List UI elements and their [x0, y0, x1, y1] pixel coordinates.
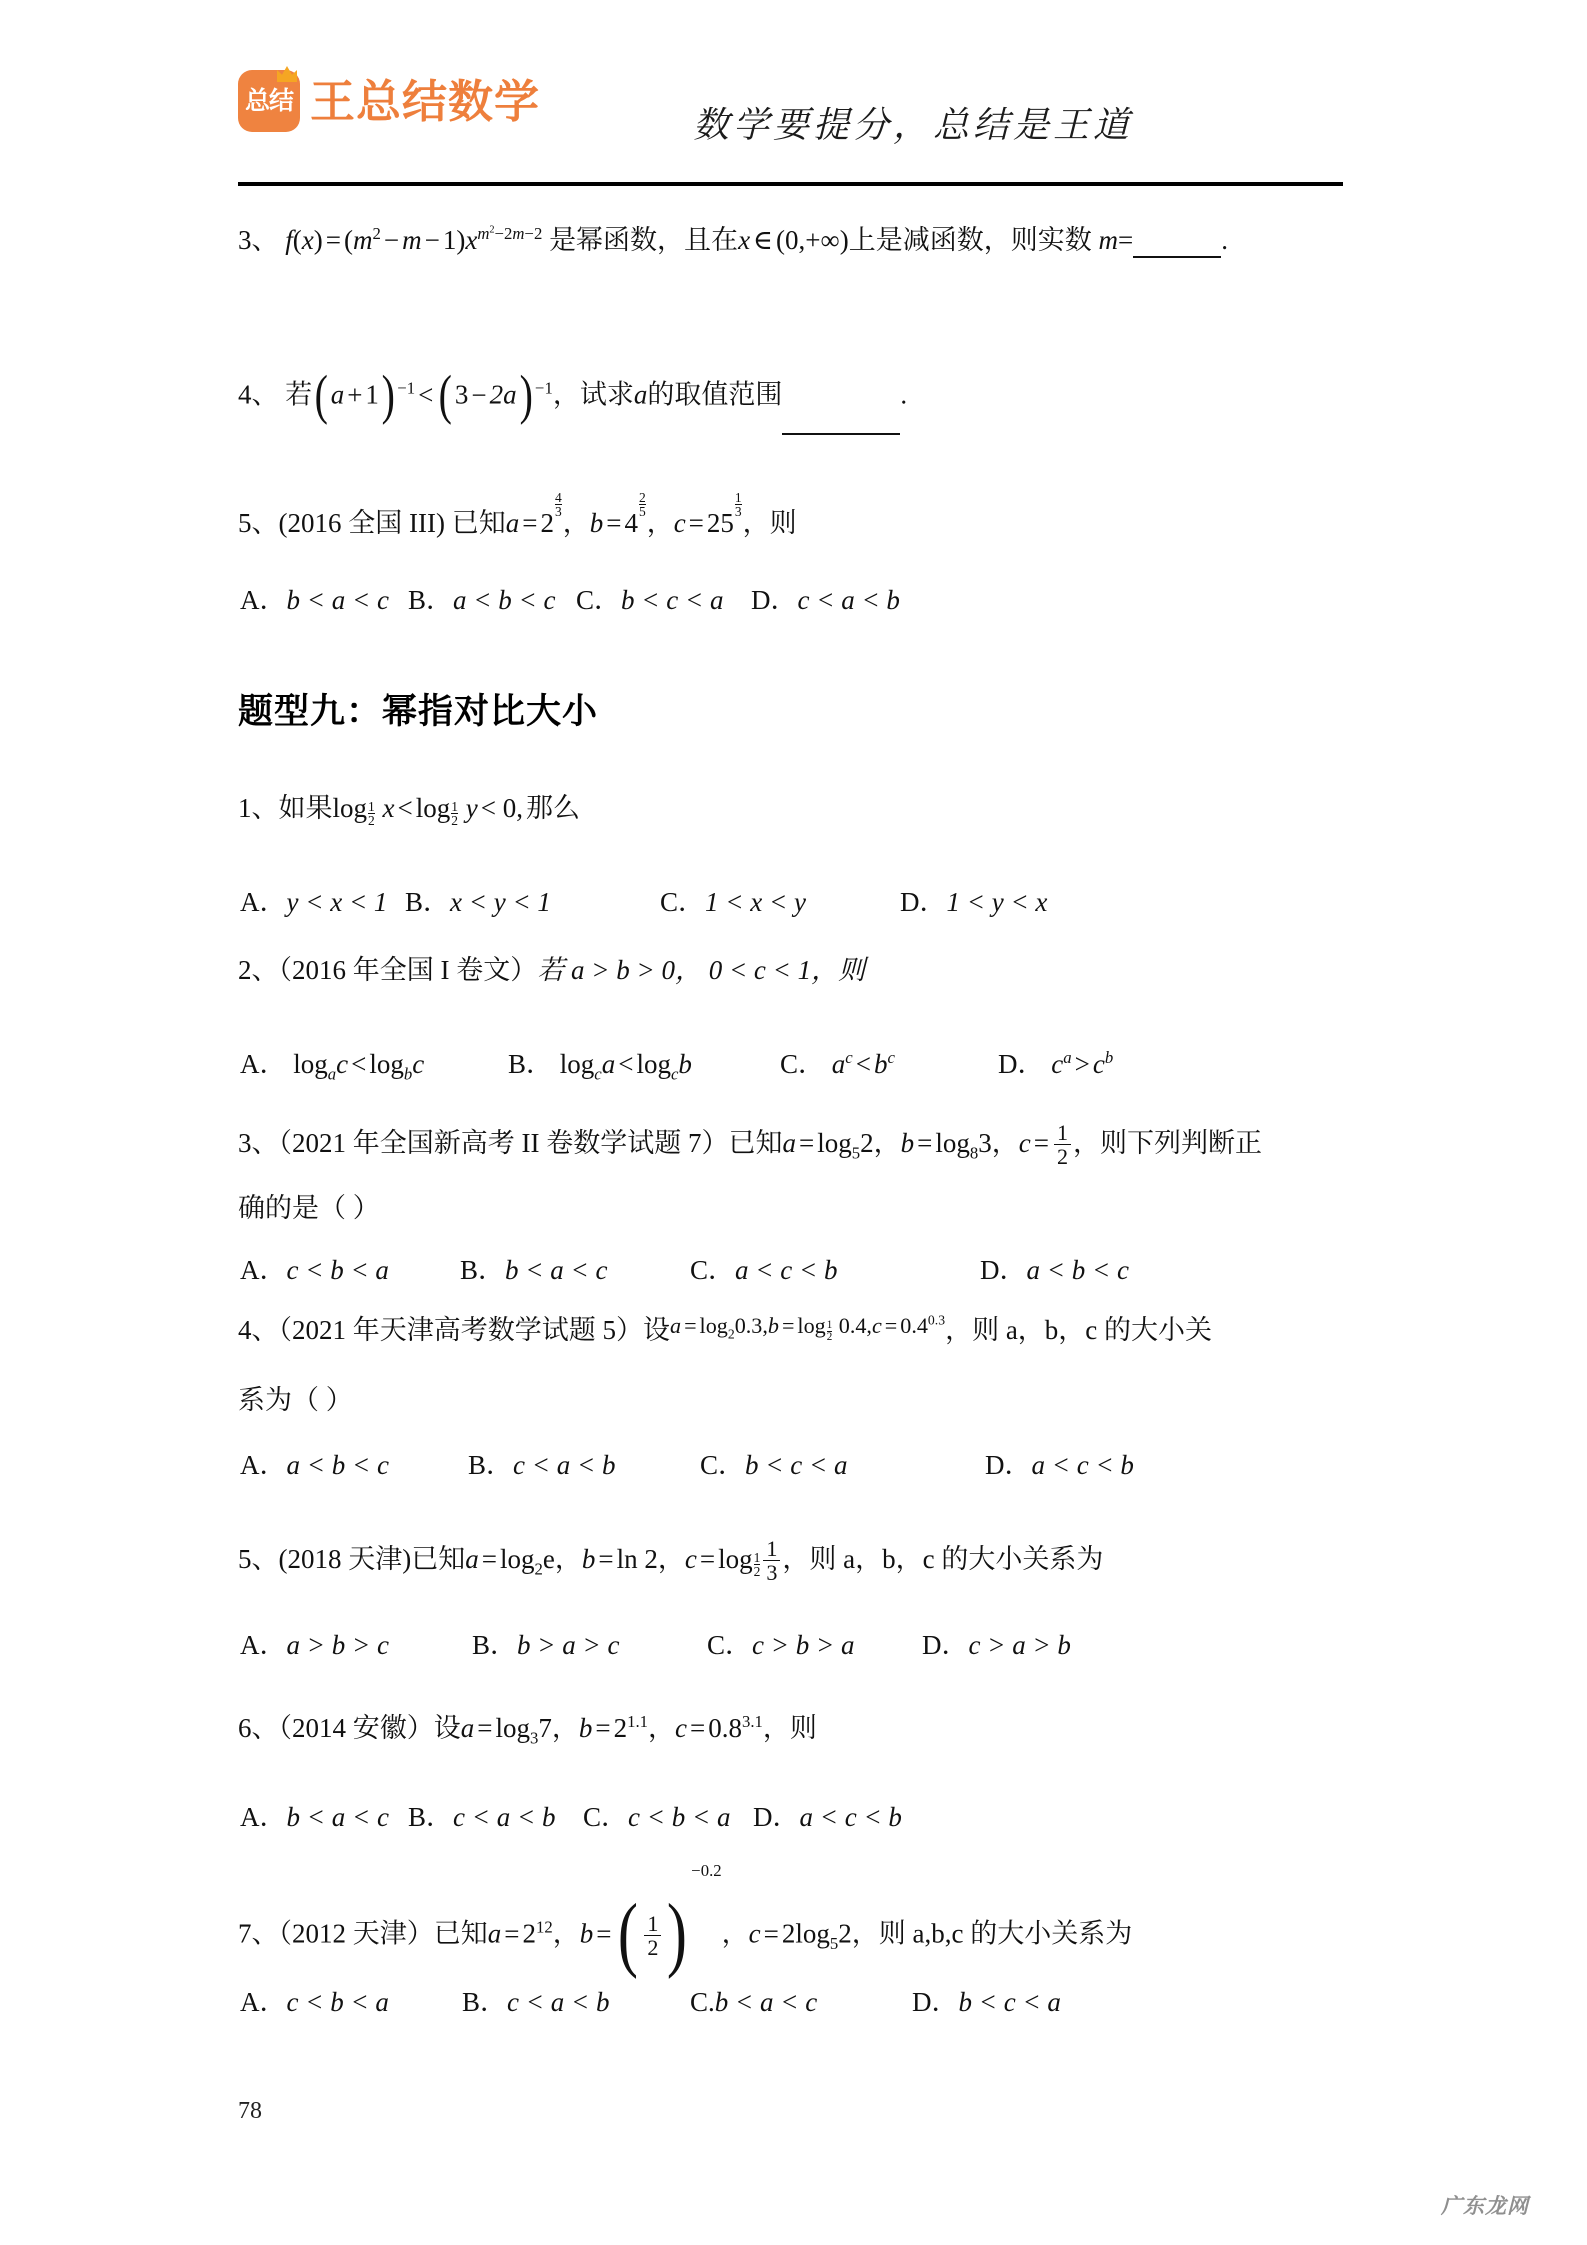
problem-s7-stem: 7、（2012 天津）已知$a = 2^{12}$，b =( $\frac{1}{2}$ )$^{-0.2}$，$c = 2\log_52$，则 a,b,c 的大小关系为	[238, 1880, 1132, 1993]
crown-icon	[277, 66, 297, 82]
option-b[interactable]: B．x < y < 1	[405, 887, 551, 917]
problem-3-exponent: m2−2m−2	[477, 224, 543, 243]
problem-s1-stem: 1、如果log $\frac{1}{2}$ x < log $\frac{1}{2}$ y < 0, 那么	[238, 793, 580, 829]
log-base-fraction: $\frac{1}{2}$	[753, 1549, 761, 1580]
option-c[interactable]: C．a < c < b	[690, 1255, 838, 1285]
exponent-fraction: $\frac{2}{5}$	[638, 489, 646, 520]
option-d[interactable]: D．a < c < b	[985, 1450, 1134, 1480]
answer-blank-3[interactable]	[1133, 228, 1221, 258]
watermark: 广东龙网	[1441, 2195, 1529, 2218]
option-a[interactable]: A．b < a < c	[240, 1802, 389, 1832]
option-a[interactable]: A．b < a < c	[240, 585, 389, 615]
option-b[interactable]: B．c < a < b	[462, 1987, 610, 2017]
brand-name: 王总结数学	[310, 75, 541, 127]
fraction-one-third: $\frac{1}{3}$	[763, 1537, 780, 1584]
option-a[interactable]: A．y < x < 1	[240, 887, 388, 917]
option-a[interactable]: A．a > b > c	[240, 1630, 389, 1660]
log-base-fraction: $\frac{1}{2}$	[826, 1318, 833, 1343]
answer-blank-4[interactable]	[782, 404, 900, 434]
header-divider	[238, 182, 1343, 186]
problem-s2-stem: 2、（2016 年全国 I 卷文）若 a > b > 0， 0 < c < 1，则	[238, 955, 866, 985]
option-d[interactable]: D．a < c < b	[753, 1802, 902, 1832]
problem-s4-inline-formula: a = log20.3,b = log 1 2 0.4,c = 0.40.3	[670, 1312, 946, 1343]
option-d[interactable]: D．c > a > b	[922, 1630, 1071, 1660]
option-c[interactable]: C．b < c < a	[576, 585, 724, 615]
option-a[interactable]: A．c < b < a	[240, 1255, 389, 1285]
problem-s2-options	[240, 1042, 1114, 1084]
problem-s5-stem: 5、(2018 天津)已知$a = \log_2e$，b = ln 2，c = log $\frac{1}{2}$ $\frac{1}{3}$ ，则 a，b，c 的大小关系为	[238, 1535, 1104, 1586]
option-d[interactable]: D．a < b < c	[980, 1255, 1129, 1285]
section-heading: 题型九：幂指对比大小	[238, 692, 599, 731]
option-b[interactable]: B．c < a < b	[408, 1802, 556, 1832]
option-c[interactable]: C．c > b > a	[707, 1630, 855, 1660]
problem-s5-options	[240, 1623, 1071, 1662]
problem-s3-stem: 3、（2021 年全国新高考 II 卷数学试题 7）已知$a = \log_52$，$b = \log_83$，c = $\frac{1}{2}$ ，则下列判断正	[238, 1119, 1263, 1170]
page-header	[238, 62, 1338, 174]
option-b[interactable]: B．b > a > c	[472, 1630, 620, 1660]
option-b[interactable]: B．b < a < c	[460, 1255, 608, 1285]
option-c[interactable]: C．b < c < a	[700, 1450, 848, 1480]
option-a[interactable]: A． $\log_ac < \log_bc$	[240, 1049, 425, 1084]
option-d[interactable]: D．1 < y < x	[900, 887, 1048, 917]
option-c[interactable]: C．c < b < a	[583, 1802, 731, 1832]
problem-s6-stem: 6、（2014 安徽）设$a = \log_37$，$b = 2^{1.1}$，$c = 0.8^{3.1}$，则	[238, 1712, 817, 1748]
option-c[interactable]: C.b < a < c	[690, 1987, 818, 2017]
option-a[interactable]: A．c < b < a	[240, 1987, 389, 2017]
problem-s3-stem-line2: 确的是（ ）	[238, 1193, 380, 1223]
option-c[interactable]: C． $a^c < b^c$	[780, 1048, 895, 1079]
problem-5-options	[240, 578, 900, 617]
brand-logo-icon	[238, 70, 300, 132]
problem-s4-stem-line2: 系为（ ）	[238, 1385, 353, 1415]
problem-s4-stem: 4、（2021 年天津高考数学试题 5）设$^{a = log_20.3,b = log \frac{1}{2} 0.4,c = 0.4^{0.3}}$，则 a，b，c 的大小关	[238, 1312, 1213, 1345]
exponent-fraction: $\frac{1}{3}$	[734, 489, 742, 520]
problem-s4-options	[240, 1443, 1134, 1482]
option-d[interactable]: D．b < c < a	[912, 1987, 1061, 2017]
log-base-fraction: $\frac{1}{2}$	[368, 798, 375, 829]
exponent-fraction: $\frac{4}{3}$	[554, 489, 562, 520]
problem-s6-options	[240, 1795, 902, 1834]
brand-lockup	[238, 70, 540, 132]
option-d[interactable]: D．c < a < b	[751, 585, 900, 615]
header-tagline: 数学要提分，总结是王道	[693, 105, 1134, 145]
option-d[interactable]: D． $c^a > c^b$	[998, 1048, 1114, 1079]
option-b[interactable]: B． $\log_ca < \log_cb$	[508, 1049, 692, 1084]
problem-4-stem: 4、 若(a + 1) $^{-1}$ < (3 − 2a) $^{-1}$，试求a的取值范围 .	[238, 360, 907, 435]
option-a[interactable]: A．a < b < c	[240, 1450, 389, 1480]
big-parenthesis-group: ( $\frac{1}{2}$ )	[618, 1886, 688, 1980]
page-number: 78	[238, 2098, 262, 2124]
problem-s3-options	[240, 1248, 1129, 1287]
log-base-fraction: $\frac{1}{2}$	[451, 798, 458, 829]
option-b[interactable]: B．c < a < b	[468, 1450, 616, 1480]
problem-5-stem: 5、(2016 全国 III) 已知a = 2 $\frac{4}{3}$ ，b = 4 $\frac{2}{5}$ ，c = 25 $\frac{1}{3}$ ，则	[238, 489, 797, 538]
fraction-one-half: $\frac{1}{2}$	[1054, 1121, 1071, 1168]
problem-s1-options	[240, 880, 1047, 919]
option-b[interactable]: B．a < b < c	[408, 585, 556, 615]
logo-badge-text: 总结	[244, 86, 293, 115]
problem-s7-options	[240, 1980, 1061, 2019]
option-c[interactable]: C．1 < x < y	[660, 887, 806, 917]
fraction-one-half: $\frac{1}{2}$	[644, 1912, 661, 1959]
problem-3-stem: 3、 $f(x) = (m^2 - m - 1)x^{m^2-2m-2}$ 是幂函数，且在x ∈ (0,+∞)上是减函数，则实数 m= .	[238, 222, 1228, 258]
